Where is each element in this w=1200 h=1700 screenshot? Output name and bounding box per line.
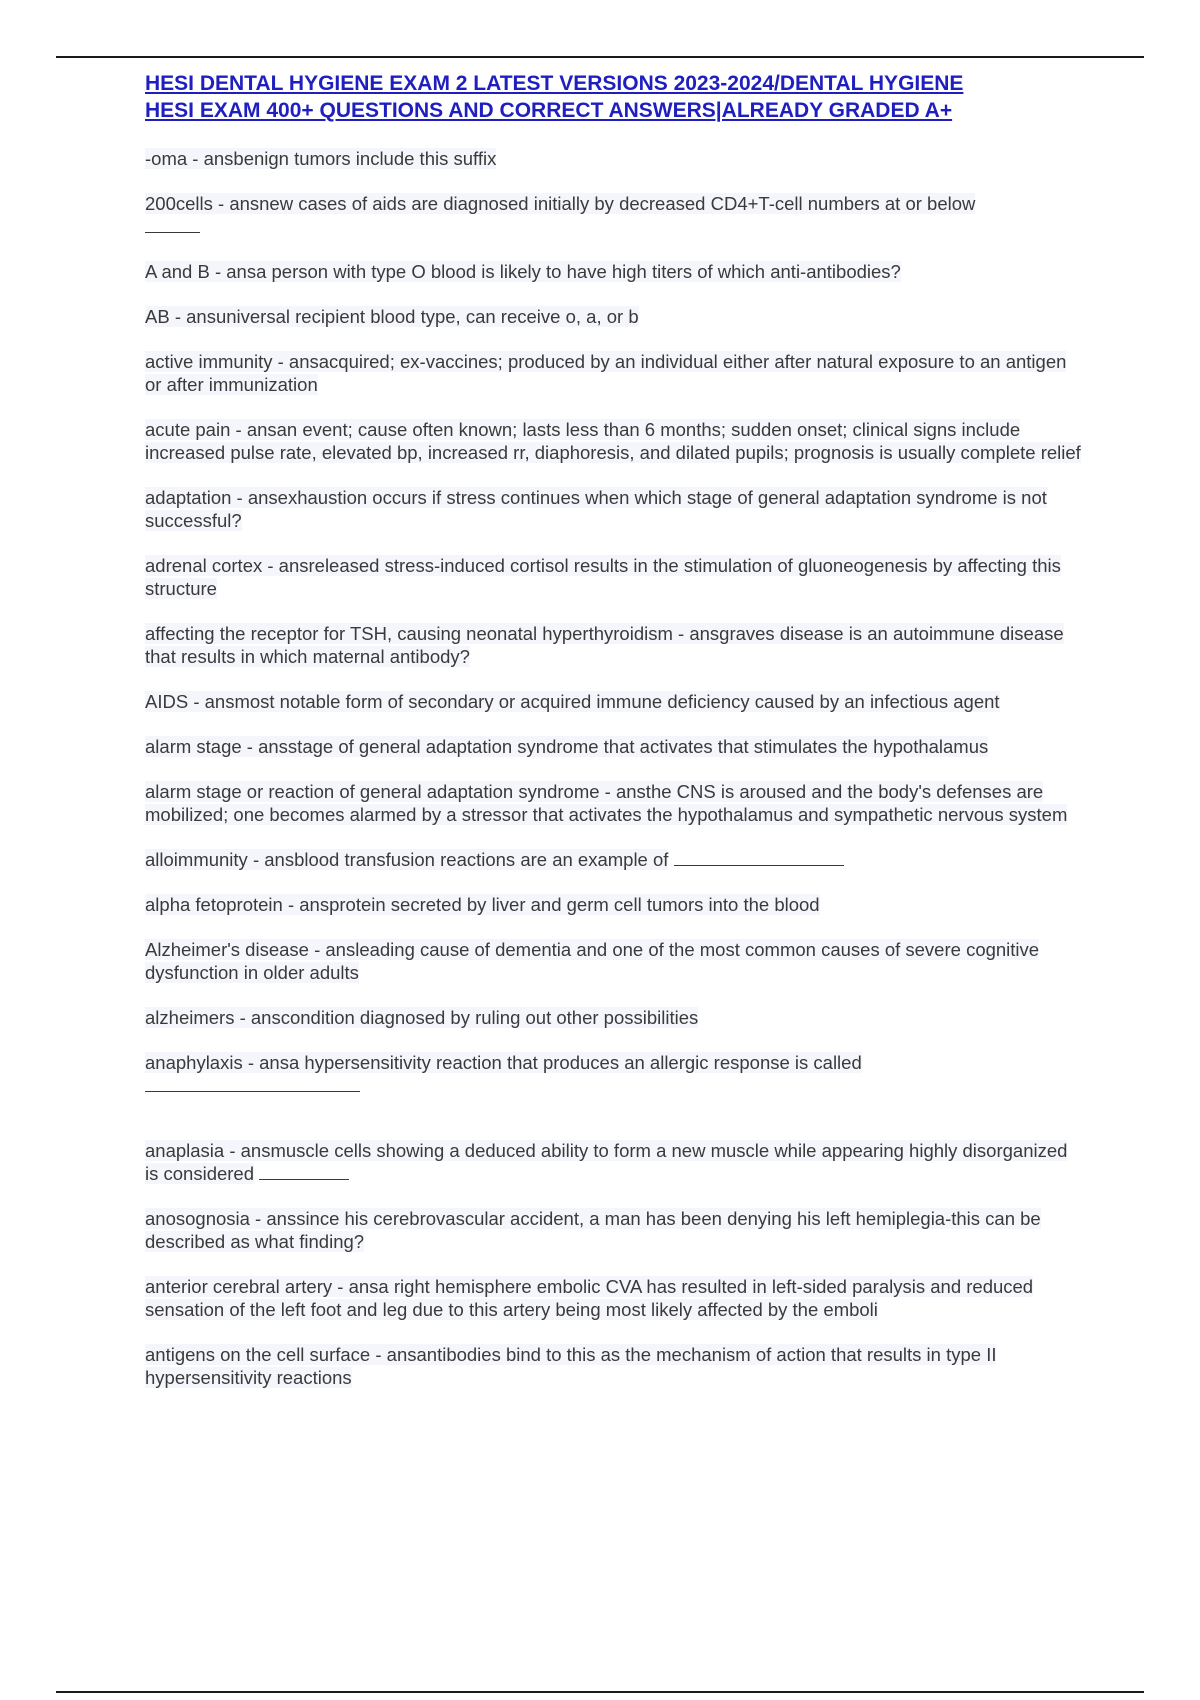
list-item bbox=[145, 848, 1085, 871]
list-item bbox=[145, 1343, 1085, 1389]
entry-text: alpha fetoprotein - ansprotein secreted by liver and germ cell tumors into the blood bbox=[145, 894, 820, 915]
list-item bbox=[145, 893, 1085, 916]
flashcard-list bbox=[145, 147, 1085, 1389]
answer-blank bbox=[674, 848, 844, 866]
entry-text: anaplasia - ansmuscle cells showing a deduced ability to form a new muscle while appearing highly disorganized is considered bbox=[145, 1140, 1068, 1184]
entry-text: anterior cerebral artery - ansa right hemisphere embolic CVA has resulted in left-sided paralysis and reduced sensation of the left foot and leg due to this artery being most likely affected by the emboli bbox=[145, 1276, 1034, 1320]
list-item bbox=[145, 147, 1085, 170]
entry-text: affecting the receptor for TSH, causing neonatal hyperthyroidism - ansgraves disease is an autoimmune disease that results in which maternal antibody? bbox=[145, 623, 1064, 667]
list-item bbox=[145, 554, 1085, 600]
entry-text: alloimmunity - ansblood transfusion reactions are an example of bbox=[145, 849, 669, 870]
list-item bbox=[145, 690, 1085, 713]
entry-text: -oma - ansbenign tumors include this suffix bbox=[145, 148, 497, 169]
list-item bbox=[145, 735, 1085, 758]
answer-blank bbox=[145, 1074, 360, 1092]
entry-text: alarm stage or reaction of general adaptation syndrome - ansthe CNS is aroused and the body's defenses are mobilized; one becomes alarmed by a stressor that activates the hypothalamus and sympathetic nervous system bbox=[145, 781, 1068, 825]
list-item bbox=[145, 1051, 1085, 1117]
entry-text: acute pain - ansan event; cause often known; lasts less than 6 months; sudden onset; clinical signs include increased pulse rate, elevated bp, increased rr, diaphoresis, and dilated pupils; prognosis is usually complete relief bbox=[145, 419, 1081, 463]
answer-blank bbox=[259, 1162, 349, 1180]
entry-text: AB - ansuniversal recipient blood type, can receive o, a, or b bbox=[145, 306, 639, 327]
entry-text: alzheimers - anscondition diagnosed by ruling out other possibilities bbox=[145, 1007, 699, 1028]
page-bottom-rule bbox=[56, 1691, 1144, 1693]
document-title-link[interactable] bbox=[145, 70, 1085, 124]
entry-text: Alzheimer's disease - ansleading cause of dementia and one of the most common causes of severe cognitive dysfunction in older adults bbox=[145, 939, 1040, 983]
list-item bbox=[145, 192, 1085, 238]
page-top-rule bbox=[56, 56, 1144, 58]
list-item bbox=[145, 418, 1085, 464]
entry-text: A and B - ansa person with type O blood is likely to have high titers of which anti-antibodies? bbox=[145, 261, 901, 282]
entry-text: AIDS - ansmost notable form of secondary or acquired immune deficiency caused by an infectious agent bbox=[145, 691, 1000, 712]
list-item bbox=[145, 622, 1085, 668]
entry-text: adaptation - ansexhaustion occurs if stress continues when which stage of general adaptation syndrome is not successful? bbox=[145, 487, 1047, 531]
answer-blank bbox=[145, 215, 200, 233]
title-line-1[interactable]: HESI DENTAL HYGIENE EXAM 2 LATEST VERSIONS 2023-2024/DENTAL HYGIENE bbox=[145, 72, 964, 95]
list-item bbox=[145, 260, 1085, 283]
list-item bbox=[145, 305, 1085, 328]
list-item bbox=[145, 938, 1085, 984]
list-item bbox=[145, 1139, 1085, 1185]
list-item bbox=[145, 780, 1085, 826]
entry-text: anaphylaxis - ansa hypersensitivity reaction that produces an allergic response is called bbox=[145, 1052, 862, 1073]
entry-text: adrenal cortex - ansreleased stress-induced cortisol results in the stimulation of gluoneogenesis by affecting this structure bbox=[145, 555, 1061, 599]
list-item bbox=[145, 1006, 1085, 1029]
entry-text: alarm stage - ansstage of general adaptation syndrome that activates that stimulates the hypothalamus bbox=[145, 736, 989, 757]
title-line-2[interactable]: HESI EXAM 400+ QUESTIONS AND CORRECT ANSWERS|ALREADY GRADED A+ bbox=[145, 99, 953, 122]
spacer bbox=[145, 1097, 1085, 1117]
list-item bbox=[145, 350, 1085, 396]
entry-text: active immunity - ansacquired; ex-vaccines; produced by an individual either after natural exposure to an antigen or after immunization bbox=[145, 351, 1067, 395]
list-item bbox=[145, 1275, 1085, 1321]
entry-text: 200cells - ansnew cases of aids are diagnosed initially by decreased CD4+T-cell numbers at or below bbox=[145, 193, 976, 214]
list-item bbox=[145, 1207, 1085, 1253]
document-body bbox=[145, 70, 1085, 1411]
entry-text: anosognosia - anssince his cerebrovascular accident, a man has been denying his left hemiplegia-this can be described as what finding? bbox=[145, 1208, 1041, 1252]
entry-text: antigens on the cell surface - ansantibodies bind to this as the mechanism of action that results in type II hypersensitivity reactions bbox=[145, 1344, 997, 1388]
list-item bbox=[145, 486, 1085, 532]
